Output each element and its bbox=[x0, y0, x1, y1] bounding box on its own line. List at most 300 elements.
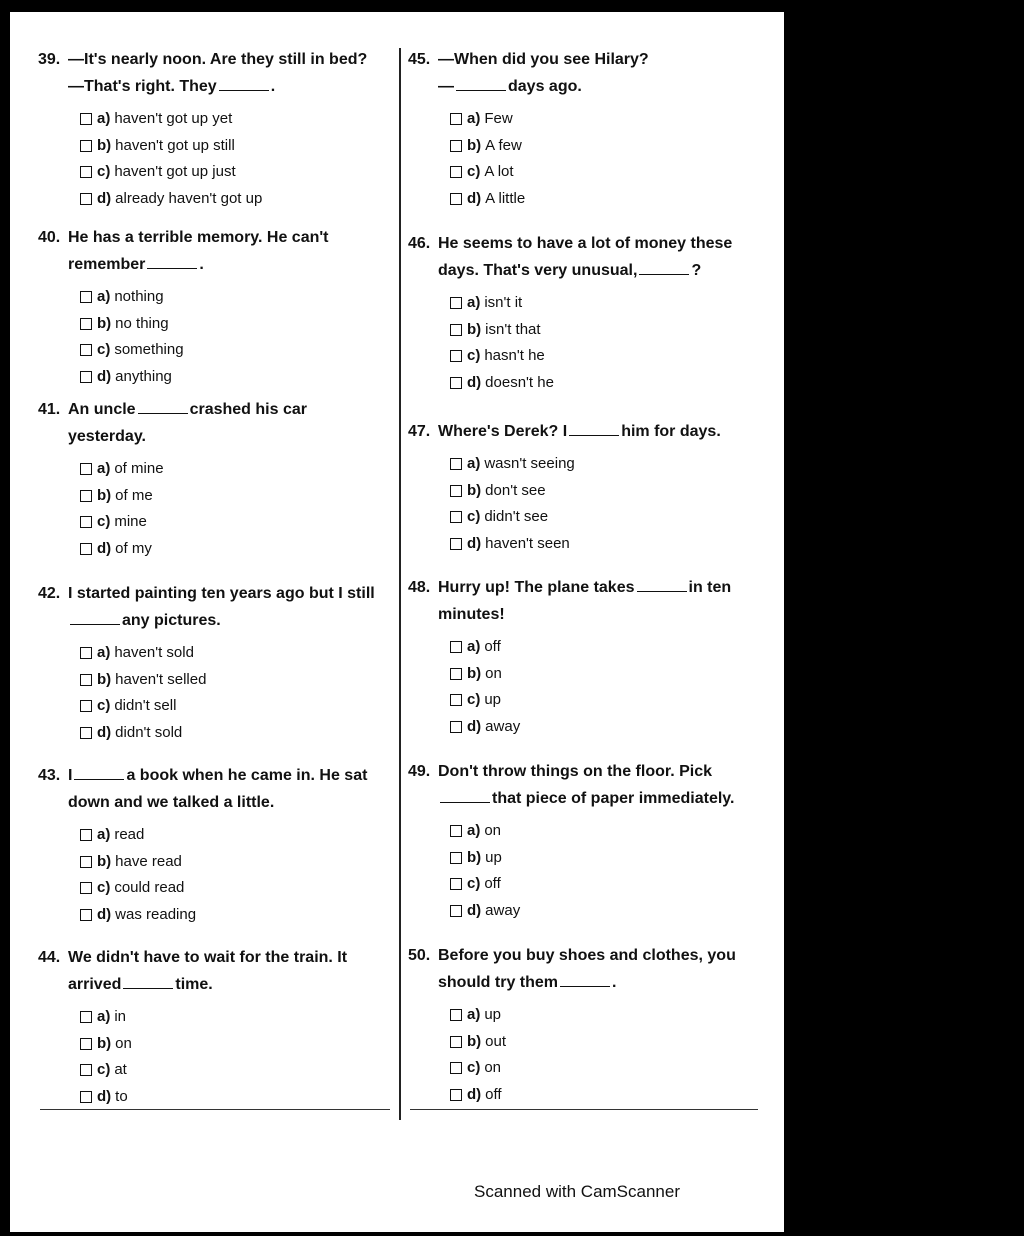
checkbox[interactable] bbox=[450, 1036, 462, 1048]
question-text-line bbox=[38, 224, 398, 251]
answer-option[interactable] bbox=[450, 370, 768, 397]
option-letter: a) bbox=[467, 822, 481, 839]
checkbox[interactable] bbox=[80, 543, 92, 555]
option-letter: a) bbox=[97, 1008, 111, 1025]
answer-blank bbox=[74, 765, 124, 780]
option-text: in bbox=[114, 1008, 127, 1025]
question-text: Hurry up! The plane takes bbox=[438, 579, 635, 596]
question-number: 45. bbox=[408, 51, 431, 68]
option-text: haven't selled bbox=[115, 670, 207, 688]
checkbox[interactable] bbox=[450, 721, 462, 733]
answer-option[interactable] bbox=[450, 1082, 768, 1109]
question-text-line bbox=[408, 758, 768, 785]
checkbox[interactable] bbox=[80, 140, 92, 152]
checkbox[interactable] bbox=[450, 350, 462, 362]
answer-option[interactable] bbox=[80, 1031, 398, 1058]
checkbox[interactable] bbox=[80, 463, 92, 475]
question-text: Don't throw things on the floor. Pick bbox=[438, 763, 713, 780]
question-text: Before you buy shoes and clothes, you bbox=[438, 947, 736, 964]
answer-options bbox=[408, 290, 768, 396]
question-text-line bbox=[38, 251, 398, 278]
option-text: didn't sell bbox=[114, 697, 177, 715]
option-letter: b) bbox=[467, 481, 482, 499]
question-text: days ago. bbox=[508, 78, 582, 95]
checkbox[interactable] bbox=[80, 909, 92, 921]
question-text: remember bbox=[68, 256, 146, 273]
question-text: . bbox=[612, 974, 617, 991]
option-letter: b) bbox=[97, 136, 112, 154]
question-49 bbox=[408, 758, 768, 924]
option-text: read bbox=[114, 826, 145, 843]
option-text: up bbox=[484, 691, 502, 709]
option-text: something bbox=[114, 341, 184, 359]
option-letter: a) bbox=[97, 288, 111, 305]
question-text: ? bbox=[691, 262, 702, 279]
option-text: out bbox=[485, 1032, 507, 1050]
checkbox[interactable] bbox=[80, 344, 92, 356]
question-39 bbox=[38, 46, 398, 212]
question-text-line bbox=[408, 257, 768, 284]
question-47 bbox=[408, 418, 768, 557]
question-text: I bbox=[68, 767, 73, 784]
answer-option[interactable] bbox=[450, 1055, 768, 1082]
checkbox[interactable] bbox=[450, 641, 462, 653]
checkbox[interactable] bbox=[80, 113, 92, 125]
question-text-line bbox=[38, 423, 398, 450]
checkbox[interactable] bbox=[450, 538, 462, 550]
checkbox[interactable] bbox=[80, 882, 92, 894]
option-letter: d) bbox=[97, 367, 112, 385]
question-text: . bbox=[270, 78, 276, 95]
answer-blank bbox=[637, 577, 687, 592]
bottom-rule-left bbox=[40, 1109, 390, 1110]
option-text: could read bbox=[114, 879, 185, 897]
option-text: don't see bbox=[485, 481, 546, 499]
question-text-line bbox=[408, 574, 768, 601]
option-text: on bbox=[484, 1059, 502, 1077]
answer-option[interactable] bbox=[80, 509, 398, 536]
option-text: nothing bbox=[114, 288, 164, 305]
question-48 bbox=[408, 574, 768, 740]
option-letter: d) bbox=[97, 905, 112, 923]
checkbox[interactable] bbox=[80, 829, 92, 841]
question-text: . bbox=[199, 256, 204, 273]
question-text: days. That's very unusual, bbox=[438, 262, 638, 279]
option-letter: b) bbox=[467, 664, 482, 682]
checkbox[interactable] bbox=[450, 825, 462, 837]
checkbox[interactable] bbox=[450, 694, 462, 706]
option-letter: c) bbox=[97, 697, 111, 715]
option-letter: a) bbox=[97, 644, 111, 661]
question-text-line bbox=[408, 73, 768, 100]
answer-option[interactable] bbox=[80, 667, 398, 694]
option-text: haven't got up still bbox=[115, 136, 235, 154]
question-50 bbox=[408, 942, 768, 1108]
option-text: wasn't seeing bbox=[484, 455, 575, 472]
answer-blank bbox=[123, 974, 173, 989]
checkbox[interactable] bbox=[80, 166, 92, 178]
question-text-line bbox=[408, 46, 768, 73]
question-text: yesterday. bbox=[68, 428, 146, 445]
option-text: mine bbox=[114, 513, 147, 531]
answer-option[interactable] bbox=[450, 531, 768, 558]
question-number: 48. bbox=[408, 579, 431, 596]
answer-blank bbox=[560, 972, 610, 987]
option-letter: a) bbox=[467, 638, 481, 655]
option-letter: a) bbox=[467, 110, 481, 127]
option-letter: c) bbox=[97, 513, 111, 531]
option-text: isn't it bbox=[484, 294, 523, 311]
question-text-line bbox=[408, 969, 768, 996]
question-number: 42. bbox=[38, 585, 61, 602]
question-45 bbox=[408, 46, 768, 212]
checkbox[interactable] bbox=[450, 852, 462, 864]
option-letter: b) bbox=[97, 852, 112, 870]
answer-option[interactable] bbox=[450, 898, 768, 925]
option-letter: b) bbox=[97, 314, 112, 332]
answer-option[interactable] bbox=[80, 640, 398, 667]
option-text: away bbox=[485, 717, 521, 735]
answer-blank bbox=[440, 788, 490, 803]
option-text: haven't got up yet bbox=[114, 110, 233, 127]
option-text: isn't that bbox=[485, 320, 541, 338]
option-letter: b) bbox=[97, 486, 112, 504]
answer-blank bbox=[219, 76, 269, 91]
answer-option[interactable] bbox=[80, 364, 398, 391]
option-letter: a) bbox=[97, 826, 111, 843]
bottom-rule-right bbox=[410, 1109, 758, 1110]
option-letter: d) bbox=[467, 534, 482, 552]
answer-option[interactable] bbox=[450, 478, 768, 505]
question-text: An uncle bbox=[68, 401, 136, 418]
option-text: of my bbox=[115, 539, 152, 557]
answer-option[interactable] bbox=[80, 693, 398, 720]
answer-blank bbox=[569, 421, 619, 436]
question-text-line bbox=[38, 46, 398, 73]
option-letter: d) bbox=[97, 189, 112, 207]
question-text: He has a terrible memory. He can't bbox=[68, 229, 329, 246]
question-number: 46. bbox=[408, 235, 431, 252]
option-letter: c) bbox=[467, 163, 481, 181]
option-text: away bbox=[485, 901, 521, 919]
checkbox[interactable] bbox=[80, 318, 92, 330]
question-text: a book when he came in. He sat bbox=[126, 767, 368, 784]
checkbox[interactable] bbox=[450, 297, 462, 309]
question-number: 39. bbox=[38, 51, 61, 68]
option-letter: c) bbox=[97, 879, 111, 897]
option-text: didn't see bbox=[484, 508, 549, 526]
answer-option[interactable] bbox=[450, 451, 768, 478]
answer-options bbox=[408, 1002, 768, 1108]
question-text-line bbox=[38, 762, 398, 789]
question-text-line bbox=[408, 785, 768, 812]
option-text: have read bbox=[115, 852, 182, 870]
question-text: him for days. bbox=[621, 423, 721, 440]
answer-option[interactable] bbox=[80, 902, 398, 929]
answer-option[interactable] bbox=[450, 818, 768, 845]
answer-option[interactable] bbox=[80, 483, 398, 510]
answer-blank bbox=[138, 399, 188, 414]
question-text: in ten bbox=[688, 579, 732, 596]
answer-option[interactable] bbox=[80, 849, 398, 876]
checkbox[interactable] bbox=[80, 371, 92, 383]
option-letter: c) bbox=[97, 163, 111, 181]
answer-options bbox=[38, 1004, 398, 1110]
option-text: Few bbox=[484, 110, 513, 127]
option-text: on bbox=[484, 822, 502, 839]
option-letter: a) bbox=[97, 460, 111, 477]
option-letter: d) bbox=[467, 1085, 482, 1103]
answer-option[interactable] bbox=[450, 1029, 768, 1056]
answer-option[interactable] bbox=[450, 845, 768, 872]
question-text-line bbox=[38, 396, 398, 423]
answer-option[interactable] bbox=[450, 317, 768, 344]
checkbox[interactable] bbox=[450, 166, 462, 178]
option-text: anything bbox=[115, 367, 172, 385]
question-40 bbox=[38, 224, 398, 390]
answer-option[interactable] bbox=[450, 159, 768, 186]
answer-option[interactable] bbox=[80, 133, 398, 160]
question-text-line bbox=[408, 230, 768, 257]
checkbox[interactable] bbox=[450, 485, 462, 497]
option-letter: b) bbox=[97, 1034, 112, 1052]
checkbox[interactable] bbox=[450, 1009, 462, 1021]
question-number: 49. bbox=[408, 763, 431, 780]
question-42 bbox=[38, 580, 398, 746]
answer-option[interactable] bbox=[450, 1002, 768, 1029]
checkbox[interactable] bbox=[80, 291, 92, 303]
answer-option[interactable] bbox=[450, 290, 768, 317]
question-text: We didn't have to wait for the train. It bbox=[68, 949, 348, 966]
question-text: —That's right. They bbox=[68, 78, 217, 95]
question-text: minutes! bbox=[438, 606, 505, 623]
option-letter: a) bbox=[467, 294, 481, 311]
checkbox[interactable] bbox=[80, 1091, 92, 1103]
question-43 bbox=[38, 762, 398, 928]
answer-option[interactable] bbox=[80, 186, 398, 213]
question-text: He seems to have a lot of money these bbox=[438, 235, 733, 252]
option-text: A lot bbox=[484, 163, 514, 181]
option-letter: a) bbox=[467, 1006, 481, 1023]
question-text-line bbox=[38, 971, 398, 998]
checkbox[interactable] bbox=[450, 878, 462, 890]
checkbox[interactable] bbox=[450, 668, 462, 680]
answer-blank bbox=[147, 254, 197, 269]
column-divider bbox=[399, 48, 401, 1120]
answer-option[interactable] bbox=[80, 1057, 398, 1084]
checkbox[interactable] bbox=[450, 511, 462, 523]
option-text: on bbox=[485, 664, 502, 682]
question-text: —It's nearly noon. Are they still in bed? bbox=[68, 51, 368, 68]
answer-option[interactable] bbox=[80, 822, 398, 849]
question-text-line bbox=[408, 942, 768, 969]
option-letter: a) bbox=[97, 110, 111, 127]
checkbox[interactable] bbox=[80, 1011, 92, 1023]
answer-option[interactable] bbox=[450, 661, 768, 688]
answer-options bbox=[38, 640, 398, 746]
answer-options bbox=[408, 451, 768, 557]
option-text: hasn't he bbox=[484, 347, 545, 365]
question-44 bbox=[38, 944, 398, 1110]
option-text: at bbox=[114, 1061, 127, 1079]
answer-option[interactable] bbox=[80, 456, 398, 483]
checkbox[interactable] bbox=[80, 856, 92, 868]
answer-option[interactable] bbox=[80, 536, 398, 563]
checkbox[interactable] bbox=[80, 1038, 92, 1050]
answer-options bbox=[38, 284, 398, 390]
answer-option[interactable] bbox=[450, 106, 768, 133]
option-text: doesn't he bbox=[485, 373, 554, 391]
answer-option[interactable] bbox=[80, 337, 398, 364]
answer-blank bbox=[456, 76, 506, 91]
question-text-line bbox=[38, 73, 398, 100]
answer-options bbox=[38, 106, 398, 212]
answer-option[interactable] bbox=[80, 1004, 398, 1031]
option-text: A few bbox=[485, 136, 522, 154]
option-letter: b) bbox=[467, 1032, 482, 1050]
answer-option[interactable] bbox=[80, 159, 398, 186]
option-letter: c) bbox=[97, 341, 111, 359]
option-letter: d) bbox=[467, 189, 482, 207]
checkbox[interactable] bbox=[450, 113, 462, 125]
question-text-line bbox=[38, 789, 398, 816]
option-letter: c) bbox=[467, 875, 481, 893]
scanned-page bbox=[10, 12, 784, 1232]
question-text: — bbox=[438, 78, 454, 95]
option-text: off bbox=[485, 1085, 502, 1103]
option-text: off bbox=[484, 638, 501, 655]
checkbox[interactable] bbox=[450, 1062, 462, 1074]
answer-option[interactable] bbox=[80, 106, 398, 133]
option-letter: d) bbox=[97, 1087, 112, 1105]
question-number: 47. bbox=[408, 423, 431, 440]
checkbox[interactable] bbox=[80, 727, 92, 739]
checkbox[interactable] bbox=[450, 905, 462, 917]
option-text: of me bbox=[115, 486, 153, 504]
option-text: haven't seen bbox=[485, 534, 570, 552]
option-text: of mine bbox=[114, 460, 164, 477]
checkbox[interactable] bbox=[450, 458, 462, 470]
checkbox[interactable] bbox=[80, 674, 92, 686]
checkbox[interactable] bbox=[450, 140, 462, 152]
checkbox[interactable] bbox=[80, 516, 92, 528]
question-text-line bbox=[38, 944, 398, 971]
answer-option[interactable] bbox=[450, 186, 768, 213]
question-text: —When did you see Hilary? bbox=[438, 51, 649, 68]
option-text: haven't sold bbox=[114, 644, 194, 661]
checkbox[interactable] bbox=[450, 377, 462, 389]
question-text: any pictures. bbox=[122, 612, 221, 629]
question-text: time. bbox=[175, 976, 213, 993]
answer-option[interactable] bbox=[450, 687, 768, 714]
answer-options bbox=[408, 634, 768, 740]
option-letter: c) bbox=[467, 691, 481, 709]
checkbox[interactable] bbox=[450, 1089, 462, 1101]
question-41 bbox=[38, 396, 398, 562]
option-text: A little bbox=[485, 189, 526, 207]
answer-option[interactable] bbox=[450, 714, 768, 741]
option-text: haven't got up just bbox=[114, 163, 236, 181]
question-text-line bbox=[408, 418, 768, 445]
answer-option[interactable] bbox=[450, 871, 768, 898]
option-letter: b) bbox=[467, 320, 482, 338]
checkbox[interactable] bbox=[80, 647, 92, 659]
question-text-line bbox=[38, 580, 398, 607]
option-letter: c) bbox=[97, 1061, 111, 1079]
option-letter: d) bbox=[97, 723, 112, 741]
answer-options bbox=[38, 822, 398, 928]
question-number: 43. bbox=[38, 767, 61, 784]
answer-option[interactable] bbox=[450, 504, 768, 531]
checkbox[interactable] bbox=[80, 490, 92, 502]
question-number: 44. bbox=[38, 949, 61, 966]
option-text: already haven't got up bbox=[115, 189, 263, 207]
question-number: 50. bbox=[408, 947, 431, 964]
option-letter: b) bbox=[467, 848, 482, 866]
option-letter: b) bbox=[97, 670, 112, 688]
option-letter: c) bbox=[467, 1059, 481, 1077]
option-letter: a) bbox=[467, 455, 481, 472]
question-text: should try them bbox=[438, 974, 559, 991]
option-text: off bbox=[484, 875, 501, 893]
option-text: to bbox=[115, 1087, 128, 1105]
option-letter: d) bbox=[467, 717, 482, 735]
answer-option[interactable] bbox=[450, 634, 768, 661]
option-letter: c) bbox=[467, 508, 481, 526]
answer-option[interactable] bbox=[450, 343, 768, 370]
answer-options bbox=[408, 106, 768, 212]
checkbox[interactable] bbox=[450, 324, 462, 336]
option-text: on bbox=[115, 1034, 132, 1052]
option-text: up bbox=[484, 1006, 502, 1023]
camscanner-footer: Scanned with CamScanner bbox=[474, 1182, 681, 1201]
option-letter: d) bbox=[97, 539, 112, 557]
answer-blank bbox=[70, 610, 120, 625]
option-letter: b) bbox=[467, 136, 482, 154]
question-46 bbox=[408, 230, 768, 396]
question-text: Where's Derek? I bbox=[438, 423, 568, 440]
answer-option[interactable] bbox=[80, 720, 398, 747]
option-text: no thing bbox=[115, 314, 169, 332]
answer-options bbox=[408, 818, 768, 924]
checkbox[interactable] bbox=[80, 1064, 92, 1076]
option-text: up bbox=[485, 848, 502, 866]
question-text: that piece of paper immediately. bbox=[492, 790, 735, 807]
option-letter: d) bbox=[467, 373, 482, 391]
question-text: arrived bbox=[68, 976, 122, 993]
option-letter: c) bbox=[467, 347, 481, 365]
checkbox[interactable] bbox=[450, 193, 462, 205]
question-text: crashed his car bbox=[189, 401, 307, 418]
question-number: 40. bbox=[38, 229, 61, 246]
option-text: didn't sold bbox=[115, 723, 183, 741]
answer-blank bbox=[639, 260, 689, 275]
option-letter: d) bbox=[467, 901, 482, 919]
answer-option[interactable] bbox=[80, 284, 398, 311]
answer-option[interactable] bbox=[450, 133, 768, 160]
question-number: 41. bbox=[38, 401, 61, 418]
question-text-line bbox=[38, 607, 398, 634]
answer-option[interactable] bbox=[80, 311, 398, 338]
answer-option[interactable] bbox=[80, 1084, 398, 1111]
answer-options bbox=[38, 456, 398, 562]
answer-option[interactable] bbox=[80, 875, 398, 902]
question-text-line bbox=[408, 601, 768, 628]
checkbox[interactable] bbox=[80, 193, 92, 205]
option-text: was reading bbox=[115, 905, 197, 923]
question-text: I started painting ten years ago but I still bbox=[68, 585, 375, 602]
checkbox[interactable] bbox=[80, 700, 92, 712]
